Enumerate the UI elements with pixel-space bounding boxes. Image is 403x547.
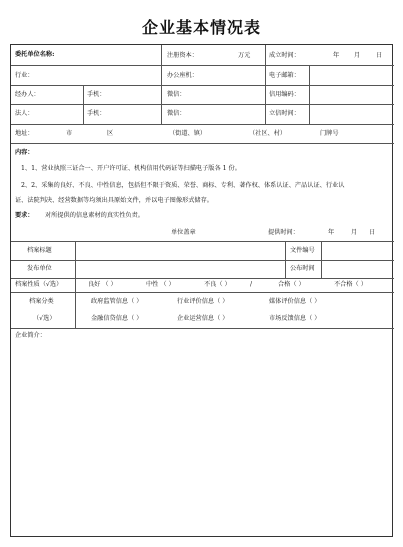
nature-label: 档案性质（√选）	[15, 281, 63, 288]
wechat-label: 微信：	[167, 91, 186, 98]
category-operation[interactable]: 企业运营信息（ ）	[177, 315, 229, 322]
category-market[interactable]: 市场反馈信息（ ）	[269, 315, 321, 322]
wechat-label-2: 微信：	[167, 110, 186, 117]
provide-date-label: 提供时间：	[268, 229, 299, 236]
day-label: 日	[376, 52, 383, 59]
nature-option-qualified[interactable]: 合格（ ）	[278, 281, 305, 288]
provide-month: 月	[351, 229, 358, 236]
category-sub-label: （√选）	[33, 315, 56, 322]
col-divider	[285, 241, 286, 278]
nature-separator: /	[250, 281, 253, 288]
client-unit-label: 委托单位名称:	[15, 51, 55, 58]
mobile-label-2: 手机：	[87, 110, 106, 117]
row-divider	[11, 260, 394, 261]
row-divider	[11, 241, 394, 242]
col-divider	[161, 45, 162, 124]
row-divider	[11, 328, 394, 329]
nature-option-unqualified[interactable]: 不合格（ ）	[334, 281, 367, 288]
community-label: （社区、村）	[249, 130, 287, 137]
col-divider	[75, 292, 76, 328]
col-divider	[265, 45, 266, 124]
category-finance[interactable]: 金融信贷信息（ ）	[91, 315, 143, 322]
nature-option-neutral[interactable]: 中性 （ ）	[146, 281, 175, 288]
industry-label: 行业：	[15, 72, 34, 79]
content-item-2b: 证、法院判决、经营数据等均须出具原始文件，并以电子图像形式储存。	[15, 197, 213, 204]
nature-option-bad[interactable]: 不良（ ）	[204, 281, 231, 288]
content-item-1: 1、1、营业执照三证合一、开户许可证、机构信用代码证等扫描电子版各 1 份。	[21, 165, 241, 172]
form-table	[10, 44, 393, 537]
category-label: 档案分类	[29, 298, 54, 305]
row-divider	[11, 143, 394, 144]
capital-unit: 万元	[238, 52, 251, 59]
archive-title-label: 档案标题	[27, 247, 52, 254]
category-industry[interactable]: 行业评价信息（ ）	[177, 298, 229, 305]
nature-option-good[interactable]: 良好 （ ）	[88, 281, 117, 288]
row-divider	[11, 65, 394, 66]
requirement-text: 对所提供的信息素材的真实性负责。	[45, 212, 144, 219]
month-label: 月	[354, 52, 361, 59]
office-phone-label: 办公座机：	[167, 72, 198, 79]
provide-day: 日	[369, 229, 376, 236]
publisher-label: 发布单位	[27, 265, 52, 272]
col-divider	[321, 241, 322, 278]
house-no-label: 门牌号	[320, 130, 339, 137]
street-label: （街道、镇）	[169, 130, 207, 137]
provide-year: 年	[328, 229, 335, 236]
district-label: 区	[107, 130, 114, 137]
city-label: 市	[66, 130, 73, 137]
mobile-label: 手机：	[87, 91, 106, 98]
address-label: 地址：	[15, 130, 34, 137]
col-divider	[75, 241, 76, 278]
legal-person-label: 法人：	[15, 110, 34, 117]
content-heading: 内容：	[15, 149, 34, 156]
file-no-label: 文件编号	[290, 247, 315, 254]
email-label: 电子邮箱：	[269, 72, 300, 79]
content-item-2a: 2、2、采集的良好、不良、中性信息，包括但不限于资质、荣誉、商标、专利、著作权、体系认证、产品认证、行业认	[21, 182, 345, 189]
manager-label: 经办人：	[15, 91, 40, 98]
page-title: 企业基本情况表	[141, 18, 261, 37]
year-label: 年	[333, 52, 340, 59]
registered-capital-label: 注册资本：	[167, 52, 198, 59]
row-divider	[11, 124, 394, 125]
seal-label: 单位盖章	[171, 229, 196, 236]
category-media[interactable]: 媒体评价信息（ ）	[269, 298, 321, 305]
row-divider	[11, 292, 394, 293]
established-label: 成立时间：	[269, 52, 300, 59]
row-divider	[11, 104, 394, 105]
credit-code-label: 信用编码：	[269, 91, 300, 98]
row-divider	[11, 278, 394, 279]
approval-date-label: 立信时间：	[269, 110, 300, 117]
col-divider	[83, 85, 84, 124]
category-gov[interactable]: 政府监管信息（ ）	[91, 298, 143, 305]
intro-label: 企业简介：	[15, 332, 46, 339]
requirement-label: 要求：	[15, 212, 34, 219]
col-divider	[75, 278, 76, 292]
publish-time-label: 公布时间	[290, 265, 315, 272]
col-divider	[309, 65, 310, 124]
row-divider	[11, 85, 394, 86]
